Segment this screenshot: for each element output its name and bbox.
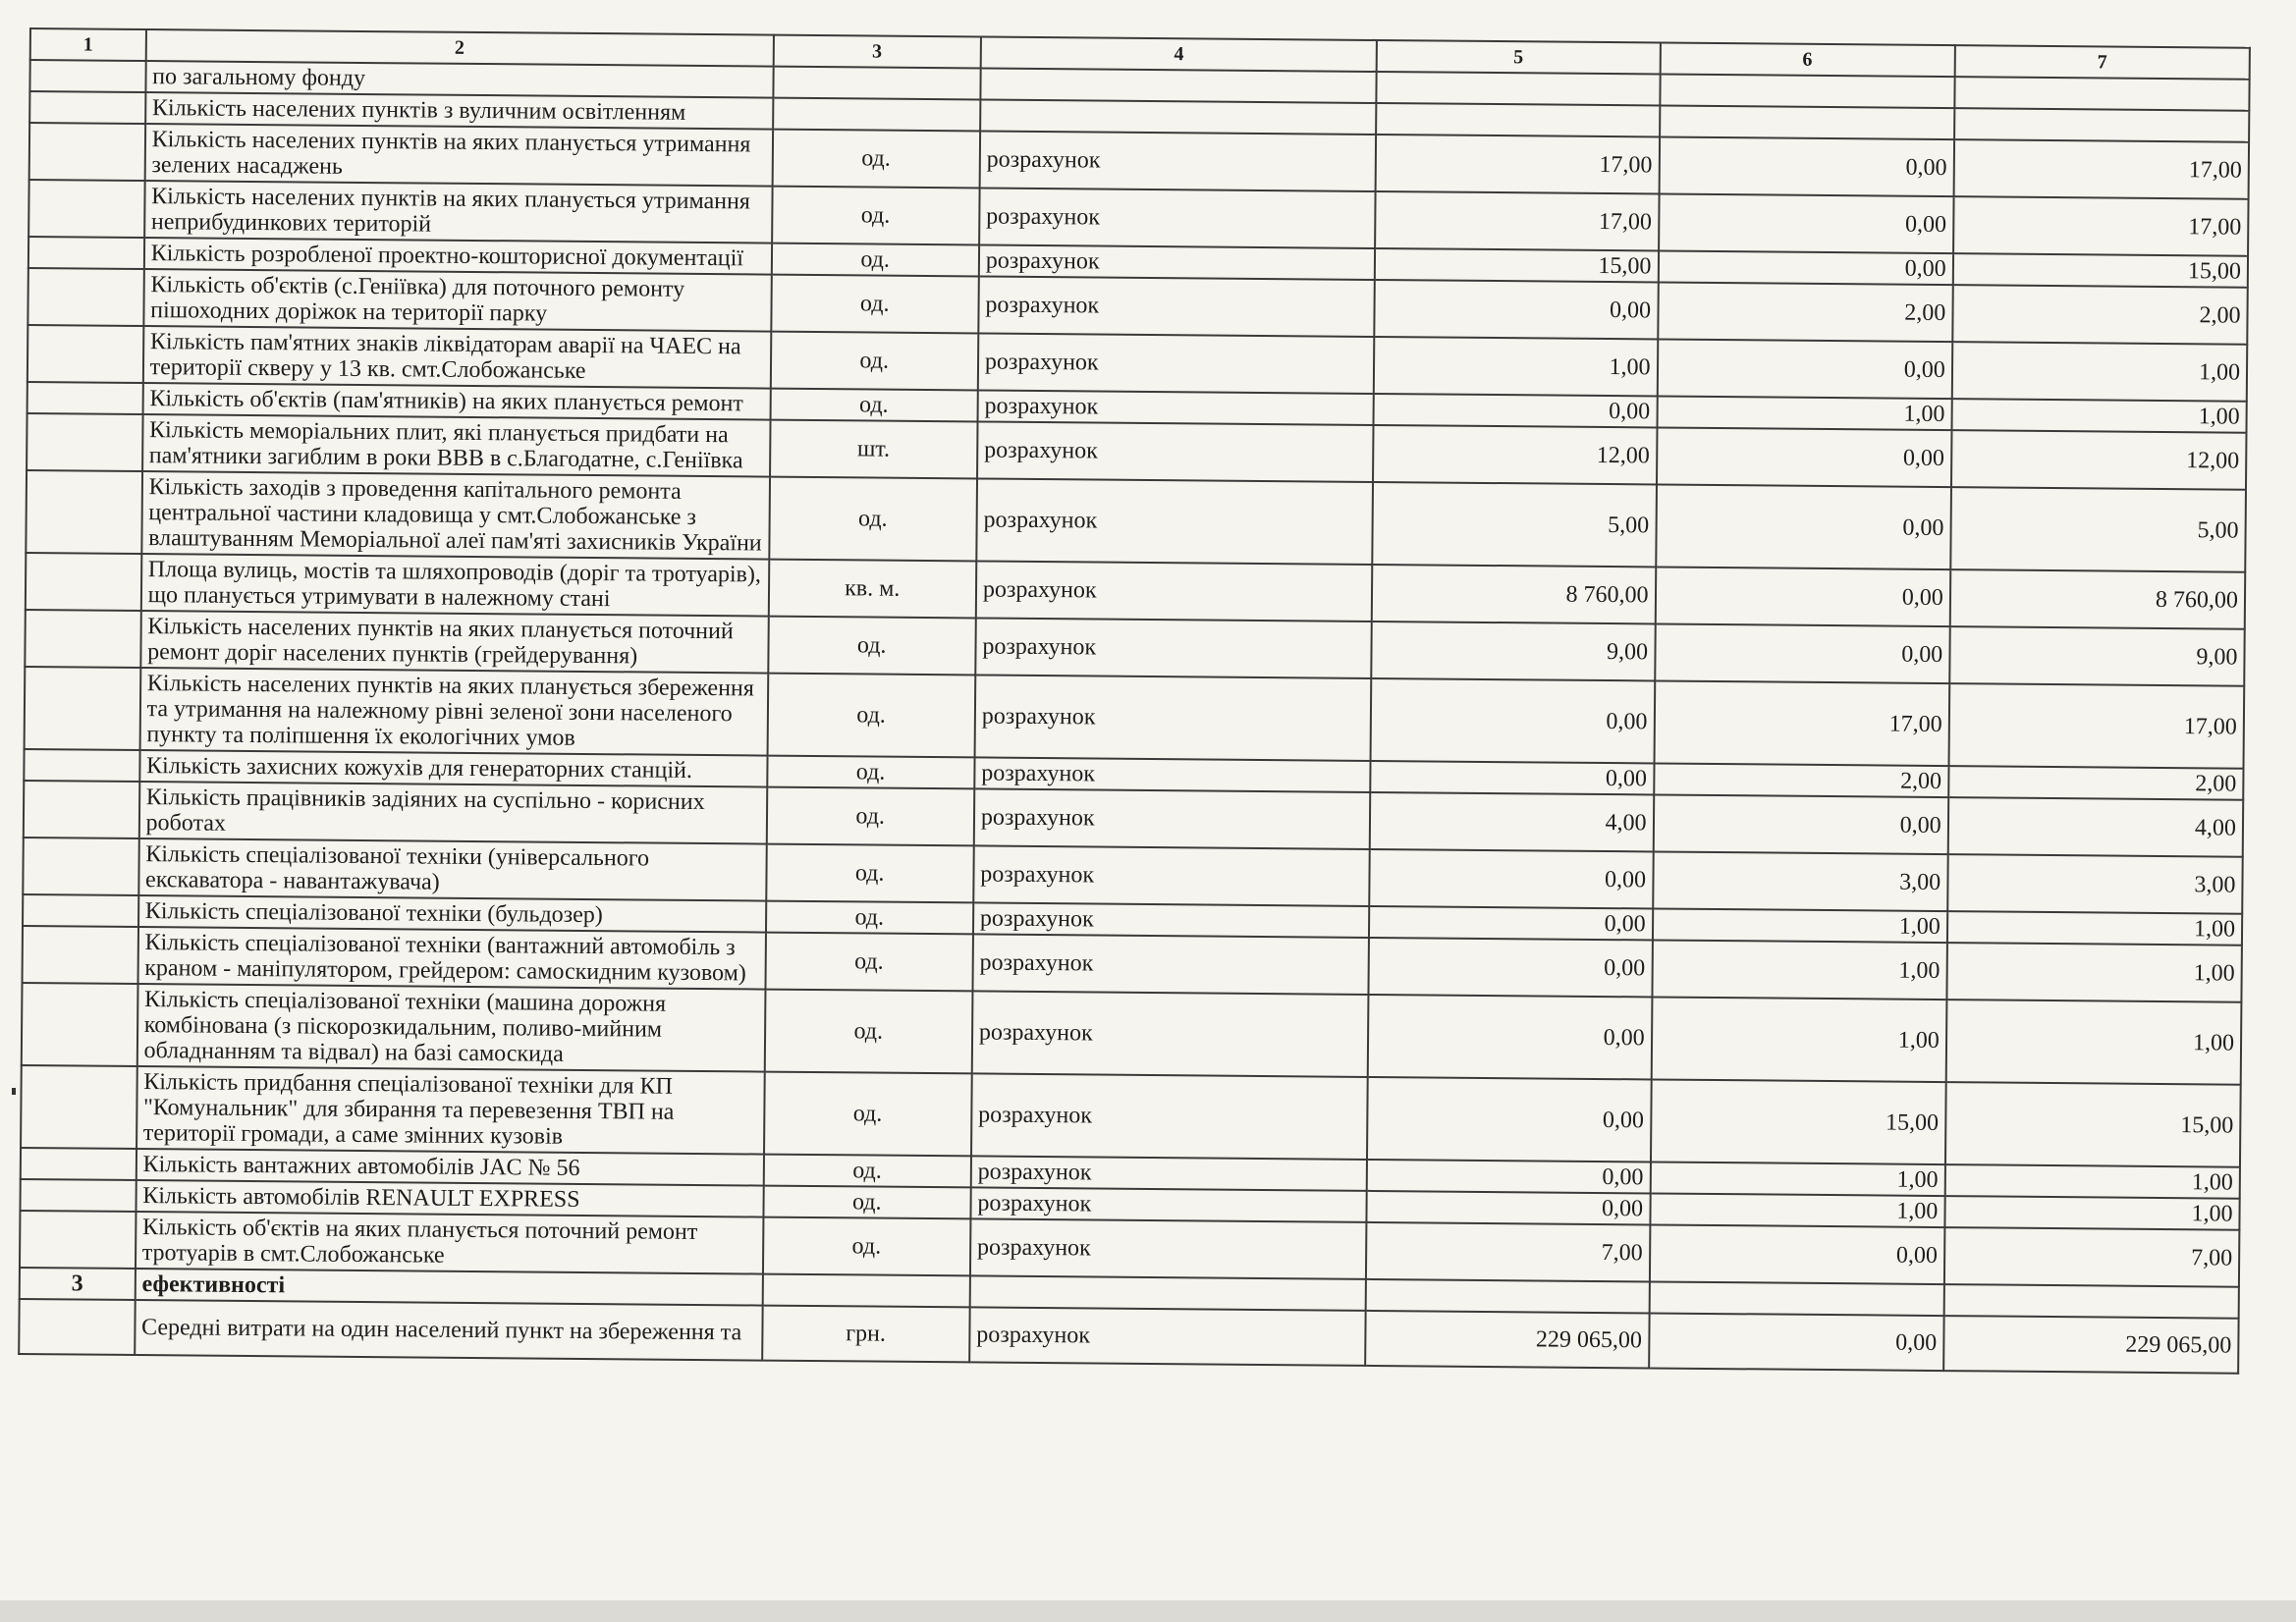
value-col6-cell: 0,00 — [1659, 136, 1954, 196]
unit-cell: од. — [767, 756, 975, 789]
unit-cell: од. — [764, 1072, 972, 1157]
row-number-cell — [20, 1179, 136, 1212]
source-cell: розрахунок — [970, 1187, 1367, 1222]
indicator-name-cell: Кількість населених пунктів на яких планується збереження та утримання на належному рівні зеленої зони населеного пункту та поліпшення їх екологічних умов — [139, 668, 768, 756]
unit-cell: од. — [769, 477, 977, 562]
source-cell — [970, 1275, 1367, 1311]
value-col7-cell — [1954, 108, 2250, 142]
source-cell: розрахунок — [972, 934, 1369, 995]
source-cell: розрахунок — [979, 244, 1376, 280]
source-cell: розрахунок — [974, 757, 1371, 792]
row-number-cell — [25, 610, 140, 668]
value-col5-cell: 0,00 — [1371, 678, 1655, 764]
value-col7-cell: 17,00 — [1948, 683, 2244, 769]
value-col7-cell: 2,00 — [1952, 285, 2248, 345]
row-number-cell — [19, 1299, 135, 1355]
value-col5-cell: 0,00 — [1367, 1160, 1650, 1194]
row-number-cell — [27, 382, 143, 414]
value-col5-cell: 0,00 — [1367, 1191, 1650, 1225]
indicator-name-cell: Кількість об'єктів на яких планується поточний ремонт тротуарів в смт.Слобожанське — [136, 1212, 763, 1274]
row-number-cell — [29, 91, 145, 124]
indicator-name-cell: Площа вулиць, мостів та шляхопроводів (доріг та тротуарів), що планується утримувати в належному стані — [140, 554, 768, 617]
source-cell: розрахунок — [971, 1073, 1368, 1160]
unit-cell: од. — [765, 933, 973, 992]
empty-cell — [1377, 72, 1660, 106]
row-number-cell — [21, 1148, 137, 1180]
value-col7-cell: 1,00 — [1946, 943, 2242, 1002]
value-col5-cell — [1366, 1279, 1649, 1314]
row-number-cell — [22, 983, 137, 1066]
row-number-cell — [28, 237, 144, 269]
section-number-cell — [29, 60, 145, 92]
row-number-cell — [20, 1211, 136, 1269]
indicator-name-cell: Кількість захисних кожухів для генераторних станцій. — [139, 750, 767, 787]
source-cell: розрахунок — [977, 421, 1374, 482]
source-cell: розрахунок — [979, 188, 1376, 248]
source-cell: розрахунок — [973, 845, 1370, 906]
value-col5-cell: 15,00 — [1375, 248, 1658, 283]
value-col6-cell: 0,00 — [1659, 193, 1954, 253]
unit-cell: од. — [771, 243, 979, 277]
value-col5-cell — [1376, 103, 1659, 137]
value-col7-cell: 1,00 — [1944, 1164, 2240, 1199]
value-col7-cell: 2,00 — [1948, 766, 2244, 800]
value-col6-cell: 0,00 — [1655, 567, 1950, 626]
value-col7-cell: 1,00 — [1951, 399, 2247, 433]
row-number-cell — [29, 123, 145, 181]
source-cell: розрахунок — [978, 333, 1375, 394]
value-col6-cell: 0,00 — [1656, 484, 1951, 569]
value-col5-cell: 4,00 — [1370, 792, 1654, 852]
unit-cell: од. — [763, 1155, 971, 1188]
header-cell-2: 2 — [145, 29, 773, 67]
unit-cell: од. — [762, 1217, 970, 1276]
header-cell-6: 6 — [1660, 42, 1954, 77]
source-cell: розрахунок — [970, 1218, 1367, 1279]
value-col7-cell: 17,00 — [1953, 139, 2249, 199]
indicator-name-cell: ефективності — [135, 1269, 762, 1306]
indicator-name-cell: Кількість спеціалізованої техніки (вантажний автомобіль з краном - маніпулятором, грейдером: самоскидним кузовом) — [137, 927, 765, 990]
indicator-name-cell: Кількість спеціалізованої техніки (універсального екскаватора - навантажувача) — [138, 838, 766, 901]
indicator-name-cell: Кількість заходів з проведення капітального ремонта центральної частини кладовища у смт.Слобожанське з влаштуванням Меморіальної алеї пам'яті захисників України — [141, 471, 770, 560]
row-number-cell: 3 — [20, 1268, 136, 1300]
value-col7-cell: 229 065,00 — [1943, 1316, 2239, 1374]
indicator-name-cell: Кількість населених пунктів з вуличним освітленням — [145, 92, 773, 130]
source-cell: розрахунок — [974, 788, 1371, 849]
indicator-name-cell: Кількість об'єктів (пам'ятників) на яких планується ремонт — [142, 383, 770, 420]
unit-cell: од. — [770, 389, 978, 422]
source-cell: розрахунок — [973, 902, 1370, 938]
value-col5-cell: 0,00 — [1371, 761, 1654, 795]
indicator-name-cell: Кількість спеціалізованої техніки (машина дорожня комбінована (з піскорозкидальним, поливо-мийним обладнанням та відвал) на базі самоскида — [137, 984, 765, 1072]
row-number-cell — [25, 667, 140, 750]
value-col5-cell: 17,00 — [1376, 135, 1660, 194]
source-cell: розрахунок — [978, 276, 1375, 337]
unit-cell: од. — [771, 275, 979, 334]
section-label: по загальному фонду — [145, 61, 773, 98]
unit-cell: грн. — [762, 1306, 970, 1363]
row-number-cell — [23, 838, 138, 895]
value-col6-cell: 0,00 — [1657, 339, 1952, 399]
unit-cell — [762, 1274, 970, 1308]
value-col6-cell: 1,00 — [1657, 396, 1951, 430]
source-cell: розрахунок — [975, 618, 1372, 678]
row-number-cell — [21, 1065, 137, 1149]
value-col6-cell — [1649, 1281, 1943, 1316]
indicator-name-cell: Середні витрати на один населений пункт на збереження та — [135, 1300, 762, 1361]
indicator-name-cell: Кількість придбання спеціалізованої техніки для КП "Комунальник" для збирання та перевезення ТВП на території громади, а саме змінних кузовів — [137, 1066, 765, 1155]
row-number-cell — [26, 470, 141, 554]
source-cell: розрахунок — [974, 675, 1371, 761]
value-col6-cell: 17,00 — [1654, 680, 1949, 766]
unit-cell: од. — [766, 901, 974, 935]
empty-cell — [773, 67, 981, 100]
header-cell-5: 5 — [1377, 40, 1660, 75]
value-col6-cell: 0,00 — [1649, 1313, 1944, 1371]
value-col6-cell: 1,00 — [1652, 940, 1947, 1000]
value-col7-cell: 9,00 — [1949, 626, 2245, 686]
unit-cell: од. — [772, 130, 980, 189]
indicator-name-cell: Кількість об'єктів (с.Геніївка) для поточного ремонту пішоходних доріжок на території парку — [143, 269, 771, 332]
value-col6-cell — [1660, 105, 1954, 139]
value-col7-cell: 12,00 — [1951, 430, 2247, 490]
value-col6-cell: 0,00 — [1658, 250, 1952, 285]
value-col6-cell: 3,00 — [1653, 851, 1948, 911]
value-col5-cell: 0,00 — [1369, 906, 1652, 941]
value-col6-cell: 1,00 — [1650, 1162, 1944, 1196]
unit-cell: од. — [770, 332, 978, 391]
unit-cell: од. — [767, 674, 975, 758]
row-number-cell — [26, 553, 141, 611]
header-cell-7: 7 — [1954, 45, 2250, 80]
indicator-name-cell: Кількість розробленої проектно-кошторисної документації — [144, 238, 772, 275]
value-col7-cell: 8 760,00 — [1950, 569, 2246, 629]
source-cell: розрахунок — [972, 991, 1369, 1077]
unit-cell: шт. — [770, 420, 978, 479]
unit-cell: од. — [763, 1186, 971, 1219]
indicator-name-cell: Кількість меморіальних плит, які планується придбати на пам'ятники загиблим в роки ВВВ в с.Благодатне, с.Геніївка — [142, 414, 770, 477]
value-col5-cell: 0,00 — [1374, 394, 1657, 428]
header-cell-3: 3 — [773, 35, 981, 69]
unit-cell: од. — [768, 617, 976, 676]
value-col7-cell: 15,00 — [1953, 253, 2249, 288]
source-cell: розрахунок — [977, 390, 1374, 425]
indicator-name-cell: Кількість населених пунктів на яких планується поточний ремонт доріг населених пунктів (грейдерування) — [140, 611, 768, 674]
unit-cell: од. — [766, 844, 974, 903]
row-number-cell — [28, 180, 144, 238]
header-cell-4: 4 — [981, 36, 1378, 72]
value-col5-cell: 17,00 — [1375, 191, 1659, 251]
value-col5-cell: 8 760,00 — [1372, 565, 1656, 624]
scan-speck — [12, 1088, 16, 1095]
unit-cell: од. — [766, 787, 974, 846]
row-number-cell — [24, 749, 139, 782]
value-col7-cell: 5,00 — [1950, 487, 2246, 572]
indicator-name-cell: Кількість автомобілів RENAULT EXPRESS — [136, 1180, 763, 1217]
source-cell: розрахунок — [969, 1307, 1366, 1366]
value-col7-cell: 1,00 — [1947, 911, 2243, 946]
value-col5-cell: 0,00 — [1370, 849, 1654, 909]
unit-cell: кв. м. — [768, 560, 976, 619]
indicator-name-cell: Кількість вантажних автомобілів JAC № 56 — [136, 1149, 763, 1186]
value-col6-cell: 0,00 — [1657, 427, 1952, 487]
value-col5-cell: 7,00 — [1366, 1222, 1650, 1282]
value-col6-cell: 2,00 — [1658, 282, 1953, 342]
row-number-cell — [27, 268, 143, 326]
indicator-name-cell: Кількість працівників задіяних на суспільно - корисних роботах — [138, 782, 766, 844]
empty-cell — [1954, 77, 2250, 111]
indicator-name-cell: Кількість спеціалізованої техніки (бульдозер) — [138, 895, 766, 933]
value-col7-cell: 1,00 — [1944, 1196, 2240, 1230]
unit-cell — [773, 98, 981, 132]
value-col5-cell: 0,00 — [1375, 280, 1659, 340]
empty-cell — [1660, 74, 1954, 108]
value-col6-cell: 1,00 — [1650, 1193, 1944, 1227]
value-col5-cell: 5,00 — [1373, 482, 1657, 568]
indicator-name-cell: Кількість населених пунктів на яких планується утримання зелених насаджень — [144, 124, 772, 187]
value-col6-cell: 1,00 — [1652, 908, 1946, 943]
row-number-cell — [23, 926, 138, 984]
value-col7-cell: 1,00 — [1945, 1000, 2241, 1085]
value-col7-cell: 4,00 — [1947, 797, 2243, 857]
value-col7-cell — [1943, 1284, 2239, 1319]
value-col6-cell: 0,00 — [1655, 623, 1950, 683]
value-col5-cell: 0,00 — [1368, 995, 1652, 1080]
value-col7-cell: 17,00 — [1953, 196, 2249, 256]
value-col7-cell: 15,00 — [1945, 1082, 2241, 1167]
value-col7-cell: 1,00 — [1952, 342, 2248, 402]
value-col6-cell: 15,00 — [1651, 1079, 1946, 1164]
value-col5-cell: 9,00 — [1372, 622, 1656, 681]
indicator-name-cell: Кількість пам'ятних знаків ліквідаторам аварії на ЧАЕС на території скверу у 13 кв. смт.Слобожанське — [143, 326, 771, 389]
value-col6-cell: 0,00 — [1649, 1224, 1944, 1284]
source-cell: розрахунок — [976, 561, 1373, 622]
value-col7-cell: 7,00 — [1944, 1227, 2240, 1287]
row-number-cell — [27, 413, 142, 471]
row-number-cell — [23, 894, 138, 927]
unit-cell: од. — [772, 187, 980, 245]
source-cell: розрахунок — [979, 131, 1376, 191]
empty-cell — [980, 68, 1377, 103]
value-col6-cell: 2,00 — [1654, 763, 1948, 797]
value-col5-cell: 0,00 — [1369, 938, 1653, 998]
row-number-cell — [24, 781, 139, 838]
source-cell — [980, 99, 1377, 135]
value-col5-cell: 1,00 — [1374, 337, 1658, 397]
value-col5-cell: 12,00 — [1373, 425, 1657, 485]
scan-edge — [0, 1600, 2296, 1622]
source-cell: розрахунок — [976, 478, 1373, 565]
unit-cell: од. — [764, 990, 972, 1074]
header-cell-1: 1 — [30, 28, 146, 61]
indicator-name-cell: Кількість населених пунктів на яких планується утримання неприбудинкових територій — [144, 181, 772, 243]
value-col6-cell: 1,00 — [1651, 997, 1946, 1082]
row-number-cell — [27, 325, 143, 383]
value-col5-cell: 0,00 — [1367, 1077, 1651, 1162]
source-cell: розрахунок — [971, 1156, 1368, 1191]
indicators-table — [18, 27, 2251, 1375]
value-col6-cell: 0,00 — [1653, 794, 1948, 854]
value-col5-cell: 229 065,00 — [1366, 1311, 1650, 1369]
value-col7-cell: 3,00 — [1947, 854, 2243, 914]
